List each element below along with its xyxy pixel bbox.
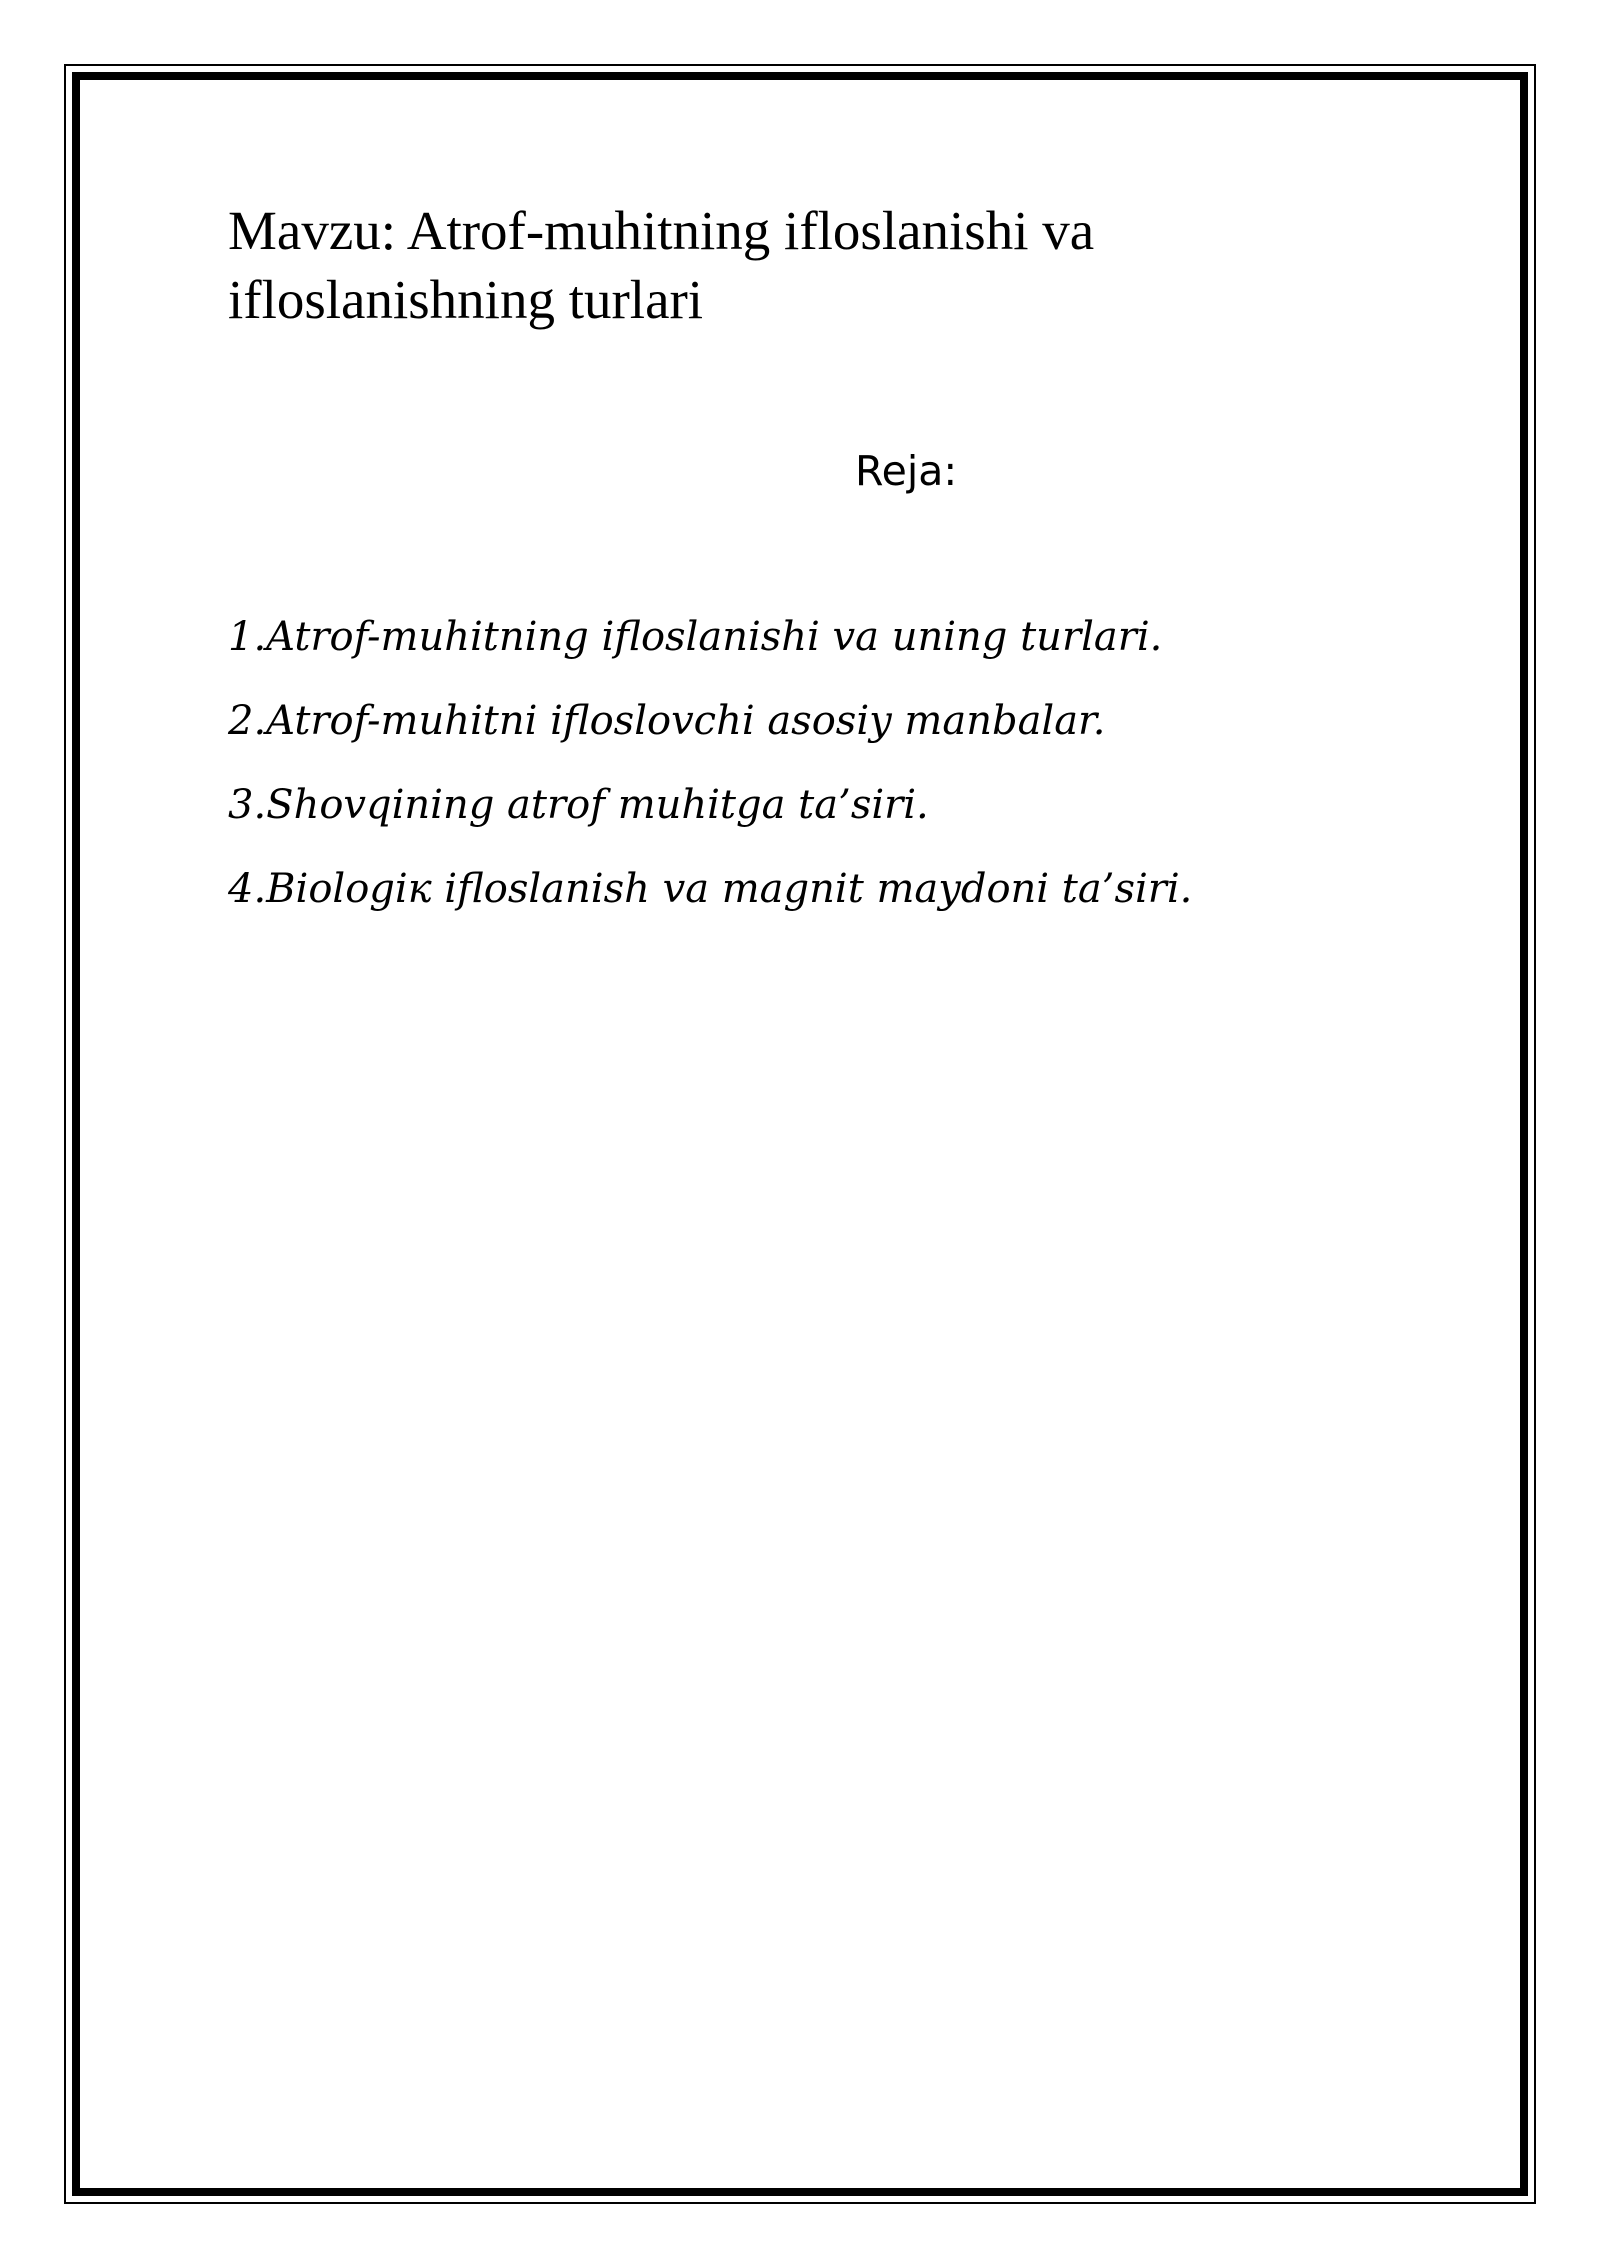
plan-item-3: 3.Shovqining atrof muhitga ta’siri. [228, 782, 929, 828]
plan-list [228, 612, 1192, 948]
plan-heading: Reja: [855, 447, 958, 495]
page-border-inner [72, 72, 1528, 2196]
plan-item-2: 2.Atrof-muhitni ifloslovchi asosiy manbalar. [228, 698, 1106, 744]
document-title: Mavzu: Atrof-muhitning ifloslanishi va ifloslanishning turlari [228, 200, 1095, 330]
plan-item-4: 4.Biologiк ifloslanish va magnit maydoni ta’siri. [228, 866, 1193, 912]
plan-item-1: 1.Atrof-muhitning ifloslanishi va uning turlari. [228, 614, 1163, 660]
